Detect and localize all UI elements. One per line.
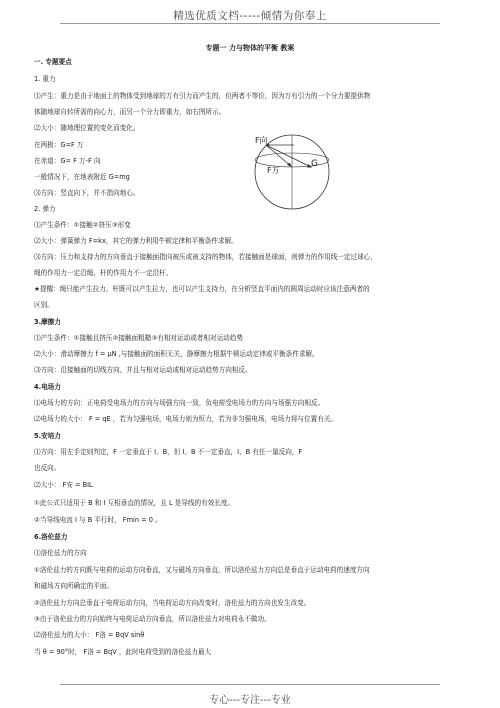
text-line: ⑴产生：重力是由于地面上的物体受到地球的万有引力而产生的，但两者不等价，因为万有引力的一个分力要提供物 xyxy=(34,92,371,100)
text-line: ②洛伦兹力方向总垂直于电荷运动方向，当电荷运动方向改变时，洛伦兹力的方向也发生改变。 xyxy=(34,599,311,607)
text-line: 1. 重力 xyxy=(34,75,56,83)
text-line: ⑵洛伦兹力的大小： F洛 = BqV sinθ xyxy=(34,631,145,639)
text-line: ⑵大小：弹簧弹力 F=kx，其它的弹力利用牛顿定律和平衡条件求解。 xyxy=(34,237,238,245)
earth-gravity-diagram xyxy=(253,133,331,211)
text-line: 区别。 xyxy=(34,301,54,309)
text-line: ①洛伦兹力的方向既与电荷的运动方向垂直，又与磁场方向垂直，所以洛伦兹力方向总是垂直于运动电荷的速度方向 xyxy=(34,566,370,574)
text-line: 3.摩擦力 xyxy=(34,318,61,326)
text-line: ③由于洛伦兹力的方向始终与电荷运动方向垂直，所以洛伦兹力对电荷永不做功。 xyxy=(34,615,271,623)
text-line: ⑴方向：用左手定则判定，F 一定垂直于 I、B，但 I、B 不一定垂直，I、B 有任一量反向，F xyxy=(34,448,303,456)
text-line: 5.安培力 xyxy=(34,432,61,440)
text-line: ⑵大小：滑动摩擦力 f = μN ,与接触面的面积无关，静摩擦力根据牛顿运动定律或平衡条件求解。 xyxy=(34,350,319,358)
page-footer: 专心---专注---专业 xyxy=(209,695,291,706)
document-title: 专题一 力与物体的平衡 教案 xyxy=(205,44,295,52)
header-rule xyxy=(60,23,440,24)
text-line: 一. 专题要点 xyxy=(34,58,72,66)
text-line: ⑴产生条件：①接触②挤压③形变 xyxy=(34,221,131,229)
text-line: 体随地球自转所需的向心力，而另一个分力即重力，如右图所示。 xyxy=(34,108,226,116)
text-line: 在赤道：G= F 万-F 向 xyxy=(34,157,101,165)
text-line: ①此公式只适用于 B 和 I 互相垂直的情况，且 L 是导线的有效长度。 xyxy=(34,499,235,507)
text-line: ⑴产生条件：①接触且挤压②接触面粗糙③有相对运动或者相对运动趋势 xyxy=(34,334,243,342)
text-line: 6.洛伦兹力 xyxy=(34,533,68,541)
text-line: ⑶方向：竖直向下，并不指向地心。 xyxy=(34,189,140,197)
page-header: 精选优质文档-----倾情为你奉上 xyxy=(173,10,327,22)
text-line: 当 θ = 90°时， F洛 = BqV ，此时电荷受到的洛伦兹力最大 xyxy=(34,648,212,656)
text-line: ⑴电场力的方向：正电荷受电场力的方向与场强方向一致，负电荷受电场力的方向与场强方向相反。 xyxy=(34,399,325,407)
text-line: 一般情况下，在地表附近 G=mg xyxy=(34,173,130,181)
text-line: 在两极：G=F 万 xyxy=(34,141,84,149)
label-g: G xyxy=(311,159,318,169)
text-line: 绳的作用力一定沿绳，杆的作用力不一定沿杆。 xyxy=(34,269,173,277)
footer-rule xyxy=(60,684,440,685)
text-line: 和磁场方向所确定的平面。 xyxy=(34,582,114,590)
text-line: ⑵大小：随地理位置的变化而变化。 xyxy=(34,124,140,132)
text-line: ⑴洛伦兹力的方向 xyxy=(34,549,87,557)
text-line: ⑵电场力的大小： F = qE ，若为匀强电场，电场力则为恒力，若为非匀强电场，电场力将与位置有关。 xyxy=(34,415,337,423)
text-line: ★提醒：绳只能产生拉力，杆既可以产生拉力，也可以产生支持力，在分析竖直平面内的圆周运动时应该注意两者的 xyxy=(34,285,370,293)
text-line: 4.电场力 xyxy=(34,383,61,391)
text-line: ⑶方向：压力和支持力的方向垂直于接触面指向被压或被支持的物体，若接触面是球面，则弹力的作用线一定过球心， xyxy=(34,253,377,261)
text-line: ②当导线电流 I 与 B 平行时， Fmin = 0 。 xyxy=(34,516,162,524)
text-line: ⑵大小： F安 = BIL xyxy=(34,481,93,489)
label-f-wan: F万 xyxy=(267,166,280,175)
text-line: 也反向。 xyxy=(34,464,61,472)
text-line: 2. 弹力 xyxy=(34,205,56,213)
text-line: ⑶方向：沿接触面的切线方向，并且与相对运动或相对运动趋势方向相反。 xyxy=(34,366,252,374)
label-f-xiang: F向 xyxy=(255,136,268,145)
